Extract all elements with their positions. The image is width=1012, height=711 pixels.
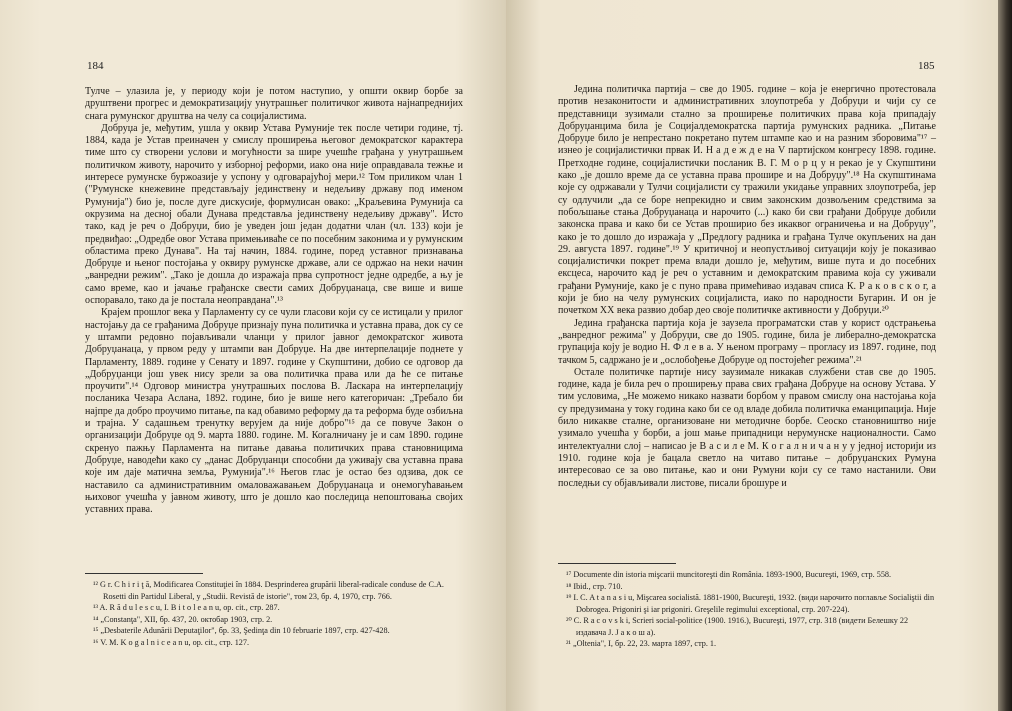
paragraph: Једина политичка партија – све до 1905. године – која је енергично протестовала против незаконитости и административних злоупотреба у Добруџи и чији су се представници зузимали стално за проширење политичких права која припадају Добруџанцима била је Социјалдемократска партија румунских радника. „Питање Добруџе било је непрестано покретано путем штампе као и на разним зборовима"¹⁷ – изнео је социјалистички првак И. Н а д е ж д е на V партијском конгресу 1898. године. Претходне године, социјалистички посланик В. Г. М о р ц у н рекао је у Скупштини како „је дошло време да се уставна права прошире и на Добруџу".¹⁸ На скупштинама које су одржавали у Тулчи социјалисти су тражили укидање управних злоупотреба, јер су одлучили „да се боре непрекидно и свим законским дозвољеним средствима за побољшање стања Добруџанаца и нарочито (...) како би сви грађани Добруџе добили законска права и како би се Устав проширио без икаквог ограничења и на Добруџу", како је то дошло до изражаја у „Предлогу радника и грађана Тулче окупљених на дан 29. августа 1897. године".¹⁹ У критичној и неопустљивој ситуацији коју је показивао социјалистички покрет према влади дошло је, међутим, више пута и до посебних ексцеса, нарочито кад је реч о уставним и демократским правима која су уживали грађани Румуније, како је с пуно права примећивао издавач списа К. Р а к о в с к о г, а који је био на челу румунских социјалиста, иако по народности Бугарин. И он је почетком XX века развио добар део своје политичке активности у Добруџи.²⁰	[558, 84, 936, 317]
right-page	[506, 0, 998, 711]
footnote: ¹³ A. R ă d u l e s c u, I. B i t o l e a n u, op. cit., стр. 287.	[93, 603, 280, 612]
footnote-rule	[558, 563, 676, 564]
footnote: ¹² G r. C h i r i ţ ă, Modificarea Constituţiei în 1884. Desprinderea grupării liberal-radicale conduse de C.A. Rosetti din Partidul Liberal, у „Studii. Revistă de istorie", том 23, бр. 4, 1970, стр. 766.	[93, 580, 444, 601]
page-number: 184	[87, 60, 104, 72]
paragraph: Добруџа је, међутим, ушла у оквир Устава Румуније тек после четири године, тј. 1884, када је Устав преиначен у смислу проширења његовог демократског карактера тиме што су створени услови и могућности за шире учешће грађана у унутрашњем политичком животу, нарочито у изборној реформи, иако она није оправдавала тежње и интересе румунске буржоазије у успону у одговарајућој мери.¹² Том приликом члан 1 ("Румунске кнежевине представљају јединствену и недељиву државу под именом Румунија") био је, после дуге дискусије, формулисан овако: „Краљевина Румунија са окрузима на десној обали Дунава представља јединствену недељиву државу". Исто тако, кад је реч о Добруџи, био је уведен још један додатни члан (чл. 133) који је предвиђао: „Одредбе овог Устава примењиваће се по посебним законима и у румунским областима преко Дунава". На тај начин, 1884. године, поред уставног признавања Добруџе и њеног постојања у оквиру румунске државе, али се одржао на неки начин „ванредни режим". „Тако је дошла до изражаја прва супротност једне одредбе, а њу је само време, као и јачање грађанске свести самих Добруџанаца, све више и више оспоравало, тако да је постала неоправдана".¹³	[85, 122, 463, 307]
footnotes	[85, 579, 463, 648]
paragraph: Тулче – улазила је, у периоду који је потом наступио, у општи оквир борбе за друштвени прогрес и демократизацију унутрашњег политичког живота најнапреднијих снага румунског друштва на челу са социјалистима.	[85, 86, 463, 122]
footnote: ¹⁴ „Constanţa", XII, бр. 437, 20. октобар 1903, стр. 2.	[93, 614, 273, 624]
footnotes	[558, 569, 936, 650]
footnote-rule	[85, 573, 203, 574]
book-edge	[998, 0, 1012, 711]
footnote: ²⁰ C. R a c o v s k i, Scrieri social-politice (1900. 1916.), Bucureşti, 1977, стр. 318 (видети Белешку 22 издавача Ј. Ј а к о ш а).	[566, 616, 909, 637]
page-number: 185	[918, 60, 935, 72]
footnote: ¹⁹ I. C. A t a n a s i u, Mişcarea socialistă. 1881-1900, Bucureşti, 1932. (види нарочито поглавље Socialiştii din Dobrogea. Prigoniri şi iar prigoniri. Greşelile regimului exceptional, стр. 207-224).	[566, 593, 935, 614]
page-body	[85, 86, 463, 516]
page-body	[558, 84, 936, 490]
footnote: ²¹ „Oltenia", I, бр. 22, 23. марта 1897, стр. 1.	[566, 639, 717, 648]
paragraph: Крајем прошлог века у Парламенту су се чули гласови који су се истицали у прилог настојању да се грађанима Добруџе признају пуна политичка и уставна права, док су се у штампи редовно појављивали чланци у прилог јавног демократског живота Добруџанаца, у првом реду у штампи ван Добруџе. На две интерпелације поднете у Парламенту, 1889. године у Сенату и 1897. године у Скупштини, добио се одговор да „Добруџанци још увек нису зрели за ова политичка права или да ће се питање проучити".¹⁴ Одговор министра унутрашњих послова В. Ласкара на интерпелацију посланика Чезара Аслана, 1892. године, био је више него категоричан: „Требало би најпре да добро проучимо питање, па кад обавимо реформу да та реформа буде озбиљна и трајна. У садашњем тренутку верујем да није добро"¹⁵ да се повуче Закон о организацији Добруџе од 9. марта 1880. године. М. Когалничану је и сам 1890. године скренуо пажњу Парламента на питање давања политичких права становницима Добруџе, наводећи како су „данас Добруџанци способни да уживају сва уставна права које им даје матична земља, Румунија".¹⁶ Његов глас је остао без одзива, док се наставило са административним омаловажавањем Добруџанаца и онемогућавањем њиховог учешћа у јавном животу, што је дошло као последица непоштовања својих уставних права.	[85, 307, 463, 516]
paragraph: Једина грађанска партија која је заузела програматски став у корист одстрањења „ванредног режима" у Добруџи, све до 1905. године, била је либерално-демократска групација коју је водио Н. Ф л е в а. У њеном програму – прогласу из 1897. године, под тачком 5, садржано је и „ослобођење Добруџе од постојећег режима".²¹	[558, 317, 936, 366]
footnote: ¹⁸ Ibid., стр. 710.	[566, 581, 623, 591]
paragraph: Остале политичке партије нису заузимале никакав службени став све до 1905. године, када је била реч о проширењу права свих грађана Добруџе на основу Устава. У тим условима, „Не можемо никако назвати борбом у правом смислу она настојања која су предузимана у току година како би се од владе добила политичка еманципација. Није било никакве сталне, организоване ни методичне борбе. Сеоско становништво није узимало учешћа у борби, а још мање припадници нерумунске националности. Само интелектуални слој – написао је В а с и л е М. К о г а л н и ч а н у у једној историји из 1910. године која је бацала светло на читаво питање – добруџанских Румуна интересовао се за ово питање, као и они Румуни који су се тамо настанили. Ови последњи су објављивали листове, писали брошуре и	[558, 366, 936, 489]
footnote: ¹⁶ V. M. K o g a l n i c e a n u, op. cit., стр. 127.	[93, 637, 250, 647]
footnote: ¹⁵ „Desbaterile Adunării Deputaţilor", бр. 33, Şedinţa din 10 februarie 1897, стр. 427-428.	[93, 626, 390, 635]
footnote: ¹⁷ Documente din istoria mişcarii muncitoreşti din România. 1893-1900, Bucureşti, 1969, стр. 558.	[566, 570, 892, 579]
